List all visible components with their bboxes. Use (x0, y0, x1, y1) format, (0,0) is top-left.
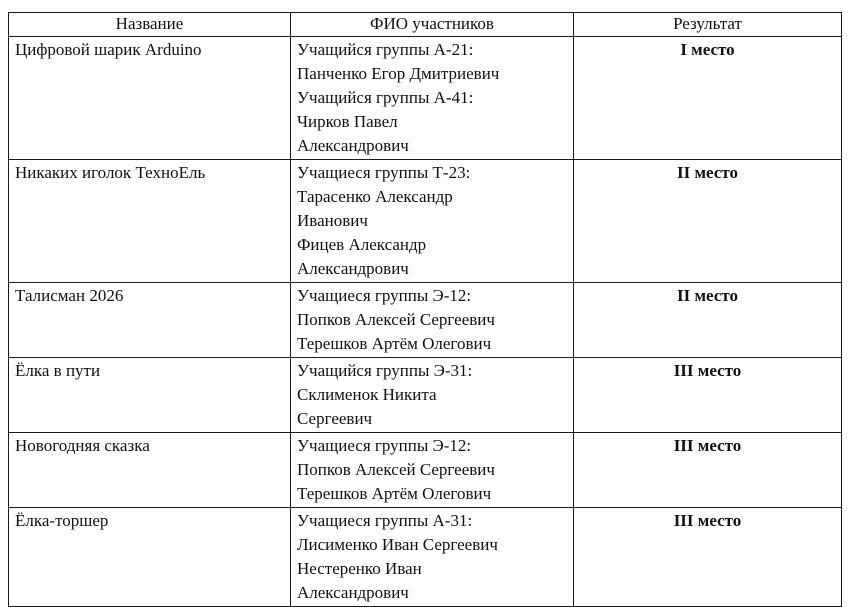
participants-cell (291, 160, 574, 283)
project-name: Ёлка-торшер (9, 508, 291, 607)
participant-line: Александрович (297, 259, 409, 278)
participant-line: Попков Алексей Сергеевич (297, 310, 495, 329)
participants-cell (291, 283, 574, 358)
participant-line: Учащийся группы Э-31: (297, 361, 473, 380)
project-name: Никаких иголок ТехноЕль (9, 160, 291, 283)
participant-line: Учащиеся группы А-31: (297, 511, 473, 530)
result-value: III место (574, 508, 842, 607)
participants-cell (291, 433, 574, 508)
participant-line: Учащиеся группы Т-23: (297, 163, 471, 182)
project-name: Ёлка в пути (9, 358, 291, 433)
header-name: Название (9, 13, 291, 37)
participant-line: Панченко Егор Дмитриевич (297, 64, 500, 83)
result-value: II место (574, 283, 842, 358)
participant-line: Александрович (297, 583, 409, 602)
table-row (9, 433, 842, 508)
table-row (9, 37, 842, 160)
result-value: III место (574, 433, 842, 508)
participant-line: Учащиеся группы Э-12: (297, 286, 472, 305)
participant-line: Терешков Артём Олегович (297, 334, 492, 353)
results-table (8, 12, 842, 607)
table-row (9, 358, 842, 433)
participant-line: Фицев Александр (297, 235, 427, 254)
result-value: III место (574, 358, 842, 433)
header-result: Результат (574, 13, 842, 37)
header-row (9, 13, 842, 37)
participant-line: Учащиеся группы Э-12: (297, 436, 472, 455)
participant-line: Александрович (297, 136, 409, 155)
project-name: Новогодняя сказка (9, 433, 291, 508)
project-name: Талисман 2026 (9, 283, 291, 358)
participant-line: Попков Алексей Сергеевич (297, 460, 495, 479)
participant-line: Иванович (297, 211, 368, 230)
participant-line: Терешков Артём Олегович (297, 484, 492, 503)
participant-line: Лисименко Иван Сергеевич (297, 535, 498, 554)
participant-line: Чирков Павел (297, 112, 398, 131)
participants-cell (291, 358, 574, 433)
participant-line: Склименок Никита (297, 385, 437, 404)
participant-line: Учащийся группы А-41: (297, 88, 474, 107)
participants-cell (291, 37, 574, 160)
table-row (9, 160, 842, 283)
table-row (9, 508, 842, 607)
result-value: II место (574, 160, 842, 283)
participant-line: Тарасенко Александр (297, 187, 453, 206)
table-row (9, 283, 842, 358)
result-value: I место (574, 37, 842, 160)
header-participants: ФИО участников (291, 13, 574, 37)
participants-cell (291, 508, 574, 607)
participant-line: Учащийся группы А-21: (297, 40, 474, 59)
participant-line: Нестеренко Иван (297, 559, 422, 578)
participant-line: Сергеевич (297, 409, 373, 428)
project-name: Цифровой шарик Arduino (9, 37, 291, 160)
